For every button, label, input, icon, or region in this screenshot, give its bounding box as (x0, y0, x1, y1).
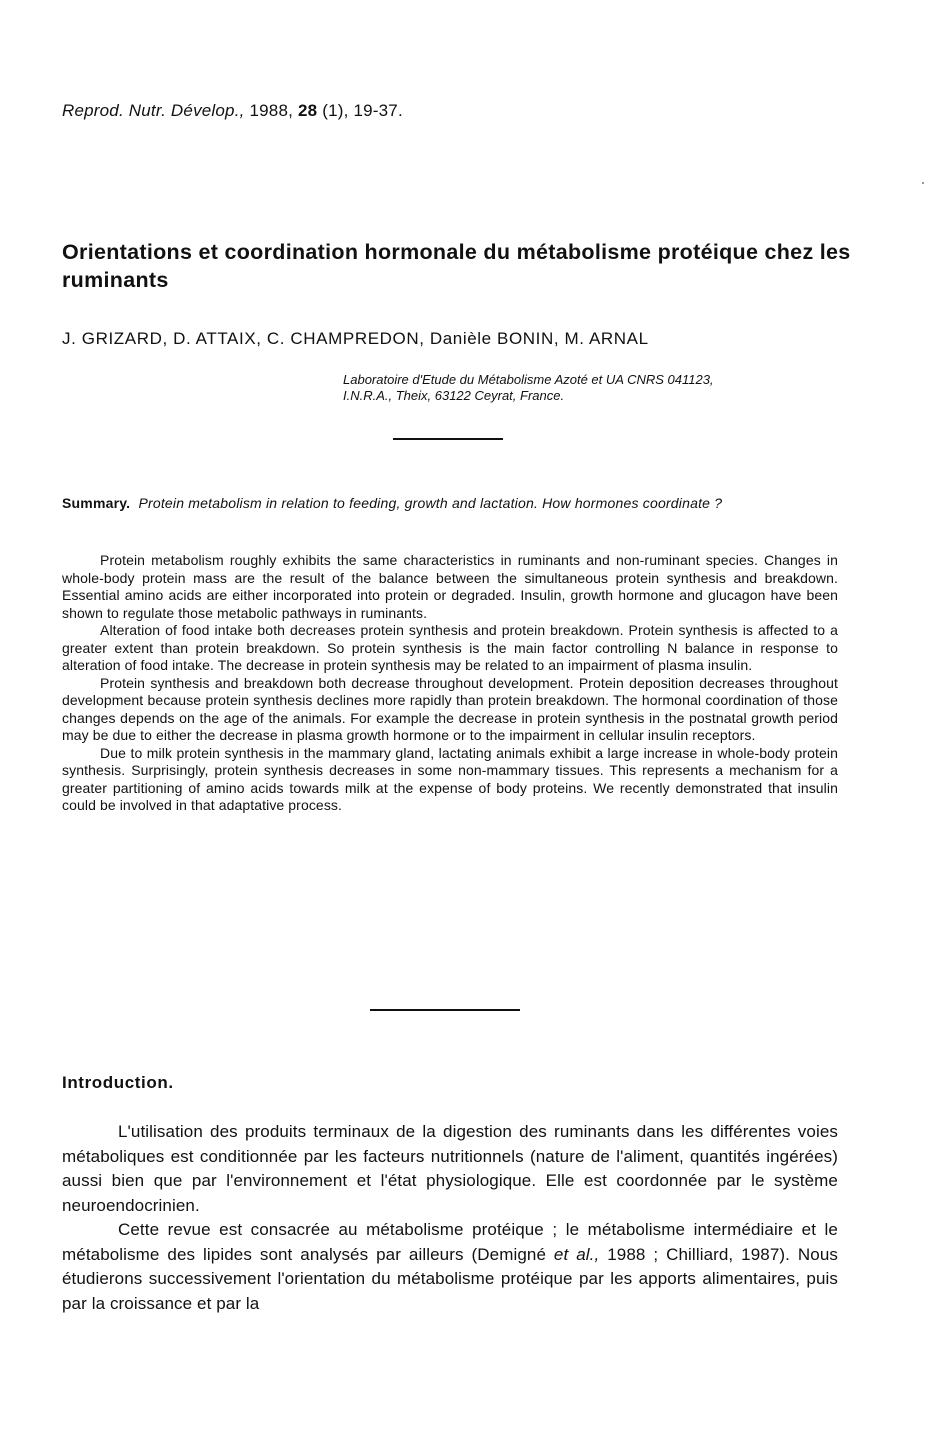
journal-year: 1988, (249, 101, 294, 120)
citation-et-al: et al., (553, 1244, 600, 1264)
affiliation (343, 372, 714, 404)
intro-text-part: 1988 ; Chilliard, 1987). Nous étudierons successivement l'orientation du métabolisme protéique par les apports alimentaires, puis par la croissance et par la (62, 1244, 838, 1313)
section-divider (393, 438, 503, 440)
article-title: Orientations et coordination hormonale du métabolisme protéique chez les ruminants (62, 240, 851, 292)
author-list: J. GRIZARD, D. ATTAIX, C. CHAMPREDON, Danièle BONIN, M. ARNAL (62, 329, 649, 348)
summary-paragraph: Protein metabolism roughly exhibits the same characteristics in ruminants and non-ruminant species. Changes in whole-body protein mass are the result of the balance between the simultaneous protein synthesis and breakdown. Essential amino acids are either incorporated into protein or degraded. Insulin, growth hormone and glucagon have been shown to regulate those metabolic pathways in ruminants. (62, 552, 838, 621)
journal-citation (62, 101, 403, 121)
introduction-paragraph (62, 1218, 838, 1316)
intro-text-part: Cette revue est consacrée au métabolisme protéique ; le métabolisme intermédiaire et le métabolisme des lipides sont analysés par ailleurs (Demigné (62, 1220, 838, 1264)
summary-subtitle: Protein metabolism in relation to feeding, growth and lactation. How hormones coordinate ? (138, 495, 723, 511)
affiliation-line-2: I.N.R.A., Theix, 63122 Ceyrat, France. (343, 388, 565, 403)
summary-body (62, 552, 838, 815)
summary-heading (62, 494, 842, 512)
scan-speck (922, 182, 924, 184)
affiliation-line-1: Laboratoire d'Etude du Métabolisme Azoté et UA CNRS 041123, (343, 372, 714, 387)
summary-paragraph: Due to milk protein synthesis in the mammary gland, lactating animals exhibit a large increase in whole-body protein synthesis. Surprisingly, protein synthesis decreases in some non-mammary tissues. This represents a mechanism for a greater partitioning of amino acids towards milk at the expense of body proteins. We recently demonstrated that insulin could be involved in that adaptative process. (62, 744, 838, 813)
introduction-paragraph: L'utilisation des produits terminaux de la digestion des ruminants dans les différentes voies métaboliques est conditionnée par les facteurs nutritionnels (nature de l'aliment, quantités ingérées) aussi bien que par l'environnement et l'état physiologique. Elle est coordonnée par le système neuroendocrinien. (62, 1122, 838, 1215)
journal-volume: 28 (297, 101, 318, 120)
summary-paragraph: Alteration of food intake both decreases protein synthesis and protein breakdown. Protein synthesis is affected to a greater extent than protein breakdown. So protein synthesis is the main factor controlling N balance in response to alteration of food intake. The decrease in protein synthesis may be related to an impairment of plasma insulin. (62, 622, 838, 673)
introduction-body (62, 1120, 838, 1316)
summary-paragraph: Protein synthesis and breakdown both decrease throughout development. Protein deposition decreases throughout development because protein synthesis declines more rapidly than protein breakdown. The hormonal coordination of those changes depends on the age of the animals. For example the decrease in protein synthesis in the postnatal growth period may be due to either the decrease in plasma growth hormone or to the impairment in cellular insulin receptors. (62, 674, 838, 743)
summary-label: Summary. (62, 495, 131, 511)
journal-issue: (1), (322, 101, 349, 120)
journal-pages: 19-37. (353, 101, 403, 120)
introduction-heading: Introduction. (62, 1073, 174, 1092)
section-divider (370, 1009, 520, 1011)
journal-name: Reprod. Nutr. Dévelop., (62, 101, 245, 120)
